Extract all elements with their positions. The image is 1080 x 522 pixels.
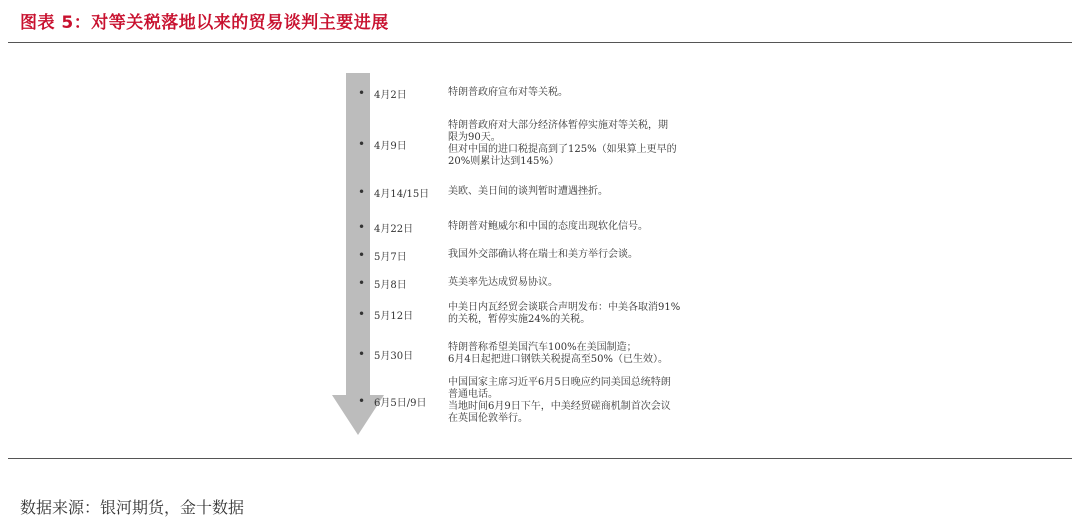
- timeline-date: 5月12日: [374, 310, 414, 322]
- timeline-item: • 5月12日 中美日内瓦经贸会谈联合声明发布：中美各取消91% 的关税，暂停实施24%的关税。: [358, 300, 778, 328]
- timeline-item: • 4月2日 特朗普政府宣布对等关税。: [358, 86, 778, 100]
- timeline-item: • 5月30日 特朗普称希望美国汽车100%在美国制造； 6月4日起把进口钢铁关税提高至50%（已生效）。: [358, 340, 778, 368]
- timeline-text: 特朗普称希望美国汽车100%在美国制造； 6月4日起把进口钢铁关税提高至50%（已生效）。: [448, 342, 668, 365]
- timeline-date: 5月8日: [374, 279, 407, 291]
- timeline-item: • 4月14/15日 美欧、美日间的谈判暂时遭遇挫折。: [358, 185, 778, 199]
- timeline-text: 美欧、美日间的谈判暂时遭遇挫折。: [448, 186, 608, 197]
- timeline-item: • 5月8日 英美率先达成贸易协议。: [358, 276, 778, 290]
- timeline-text: 英美率先达成贸易协议。: [448, 277, 558, 288]
- timeline-date: 4月9日: [374, 140, 407, 152]
- timeline-text: 特朗普政府宣布对等关税。: [448, 87, 568, 98]
- timeline-text: 我国外交部确认将在瑞士和美方举行会谈。: [448, 249, 638, 260]
- figure-title: 图表 5：对等关税落地以来的贸易谈判主要进展: [20, 13, 389, 33]
- timeline-item: • 5月7日 我国外交部确认将在瑞士和美方举行会谈。: [358, 248, 778, 262]
- timeline-text: 特朗普政府对大部分经济体暂停实施对等关税，期 限为90天。 但对中国的进口税提高到了125%（如果算上更早的 20%则累计达到145%）: [448, 120, 677, 167]
- timeline-date: 4月2日: [374, 89, 407, 101]
- timeline-date: 5月30日: [374, 350, 414, 362]
- timeline-text: 中国国家主席习近平6月5日晚应约同美国总统特朗 普通电话。 当地时间6月9日下午，中美经贸磋商机制首次会议 在英国伦敦举行。: [448, 377, 671, 424]
- timeline-date: 6月5日/9日: [374, 397, 427, 409]
- timeline-text: 中美日内瓦经贸会谈联合声明发布：中美各取消91% 的关税，暂停实施24%的关税。: [448, 302, 681, 325]
- timeline-date: 4月22日: [374, 223, 414, 235]
- timeline-date: 5月7日: [374, 251, 407, 263]
- timeline-item: • 4月22日 特朗普对鲍威尔和中国的态度出现软化信号。: [358, 220, 778, 234]
- timeline-text: 特朗普对鲍威尔和中国的态度出现软化信号。: [448, 221, 648, 232]
- bottom-divider: [8, 458, 1072, 459]
- top-divider: [8, 42, 1072, 43]
- source-note: 数据来源：银河期货，金十数据: [20, 498, 245, 517]
- timeline-item: • 6月5日/9日 中国国家主席习近平6月5日晚应约同美国总统特朗 普通电话。 当地时间6月9日下午，中美经贸磋商机制首次会议 在英国伦敦举行。: [358, 375, 778, 427]
- timeline-date: 4月14/15日: [374, 188, 430, 200]
- timeline-item: • 4月9日 特朗普政府对大部分经济体暂停实施对等关税，期 限为90天。 但对中国的进口税提高到了125%（如果算上更早的 20%则累计达到145%）: [358, 118, 778, 170]
